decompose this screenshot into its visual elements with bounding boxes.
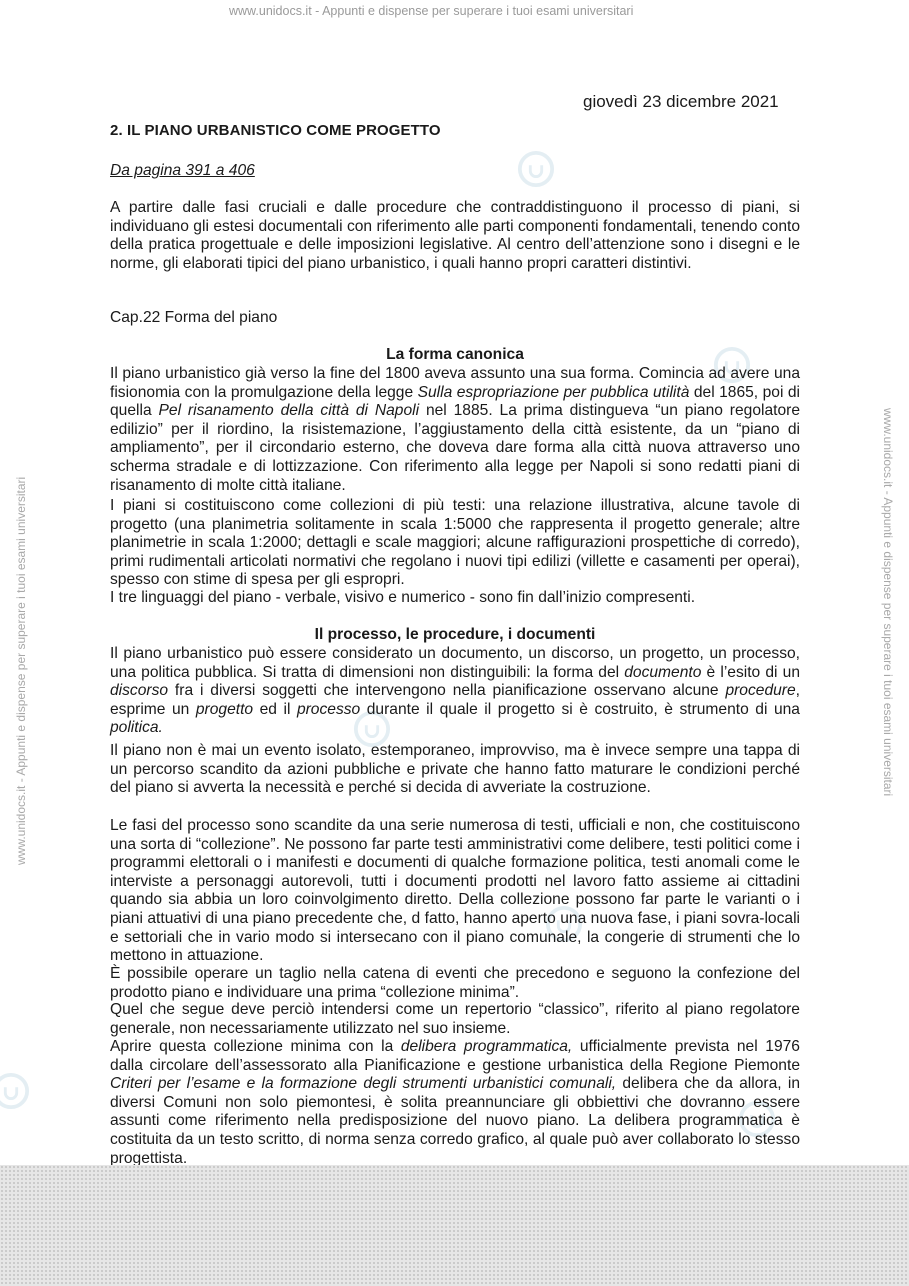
watermark-logo-icon (517, 150, 555, 188)
emphasis: progetto (195, 700, 254, 718)
paragraph: Le fasi del processo sono scandite da una serie numerosa di testi, ufficiali e non, che costituiscono una sorta di “collezione”. Ne possono far parte testi amministrativi come delibere, testi politici come i programmi elettorali o i manifesti e documenti di qualche formazione politica, testi anomali come le interviste a personaggi autorevoli, tutti i documenti prodotti nel lavoro fatto assieme ai cittadini quando sia abbia un loro coinvolgimento diretto. Della collezione possono far parte le varianti o i piani attuativi di una piano precedente che, d fatto, hanno aperto una nuova fase, i piani sovra-locali e settoriali che in vario modo si intersecano con il piano comunale, la congerie di strumenti che lo mettono in attuazione. (110, 817, 800, 965)
law-title: Sulla espropriazione per pubblica utilità (417, 383, 690, 401)
document-title: 2. IL PIANO URBANISTICO COME PROGETTO (110, 122, 441, 139)
watermark-logo-icon (0, 1072, 30, 1110)
section-heading: La forma canonica (386, 346, 524, 363)
emphasis: politica. (110, 719, 163, 737)
emphasis: discorso (110, 682, 169, 700)
text-run: durante il quale il progetto si è costruito, è strumento di una (360, 700, 800, 718)
law-title: Pel risanamento della città di Napoli (158, 402, 420, 420)
paragraph: È possibile operare un taglio nella catena di eventi che precedono e seguono la confezione del prodotto piano e individuare una prima “collezione minima”. (110, 965, 800, 1001)
section-heading: Il processo, le procedure, i documenti (314, 626, 596, 643)
text-run: nel 1885. La prima distingueva “un piano regolatore edilizio” per il riordino, la risistemazione, l’aggiustamento della città esistente, da un “piano di ampliamento”, per il circondario esterno, che doveva dare forma alla città nuova attraverso uno scherma stradale e di lottizzazione. Con riferimento alla legge per Napoli si sono redatti piani di risanamento di molte città italiane. (110, 402, 801, 494)
text-run: del 1865, poi di quella (110, 383, 800, 420)
watermark-top (0, 3, 909, 23)
paragraph: I tre linguaggi del piano - verbale, visivo e numerico - sono fin dall’inizio compresenti. (110, 589, 696, 606)
watermark-top-text: www.unidocs.it - Appunti e dispense per superare i tuoi esami universitari (229, 4, 634, 18)
paragraph (110, 365, 800, 495)
emphasis: procedure (725, 682, 796, 700)
intro-paragraph: A partire dalle fasi cruciali e dalle procedure che contraddistinguono il processo di piani, si individuano gli estesi documentali con riferimento alle parti componenti fondamentali, tenendo conto della pratica progettuale e delle imposizioni legislative. Al centro dell’attenzione sono i disegni e le norme, gli elaborati tipici del piano urbanistico, i quali hanno propri caratteri distintivi. (110, 199, 800, 272)
paragraph (110, 1038, 800, 1165)
watermark-right: www.unidocs.it - Appunti e dispense per superare i tuoi esami universitari (881, 408, 895, 797)
text-run: Il piano urbanistico può essere considerato un documento, un discorso, un progetto, un processo, una politica pubblica. Si tratta di dimensioni non distinguibili: la forma del (110, 645, 800, 681)
text-run: Aprire questa collezione minima con la (110, 1038, 401, 1055)
chapter-title: Cap.22 Forma del piano (110, 309, 278, 326)
document-date: giovedì 23 dicembre 2021 (583, 92, 779, 111)
text-run: fra i diversi soggetti che intervengono nella pianificazione osservano alcune (168, 682, 726, 700)
paragraph (110, 645, 800, 738)
text-run: ufficialmente prevista nel 1976 dalla circolare dell’assessorato alla Pianificazione e gestione urbanistica della Regione Piemonte (110, 1038, 800, 1074)
emphasis: documento (624, 663, 702, 681)
paragraph: Quel che segue deve perciò intendersi come un repertorio “classico”, riferito al piano regolatore generale, non necessariamente utilizzato nel suo insieme. (110, 1001, 800, 1037)
page-range: Da pagina 391 a 406 (110, 162, 255, 179)
emphasis: delibera programmatica, (400, 1038, 573, 1055)
text-run: è l’esito di un (701, 663, 800, 681)
paragraph: Il piano non è mai un evento isolato, estemporaneo, improvviso, ma è invece sempre una tappa di un percorso scandito da azioni pubbliche e private che hanno fatto maturare le condizioni perché del piano si avverta la necessità e perché si decida di avveriate la costruzione. (110, 742, 800, 797)
watermark-left: www.unidocs.it - Appunti e dispense per superare i tuoi esami universitari (14, 476, 28, 865)
emphasis: Criteri per l’esame e la formazione degli strumenti urbanistici comunali, (110, 1075, 617, 1093)
text-run: delibera che da allora, in diversi Comuni non solo piemontesi, è solita preannunciare gli obbiettivi che dovranno essere assunti come riferimento nella predisposizione del nuovo piano. La delibera programmatica è costituita da un testo scritto, di norma senza corredo grafico, al quale può aver collaborato lo stesso progettista. (110, 1075, 800, 1165)
page-bottom-pattern (0, 1165, 909, 1286)
text-run: , esprime un (110, 682, 800, 718)
emphasis: processo (296, 700, 361, 718)
text-run: ed il (253, 700, 297, 718)
text-run: Il piano urbanistico già verso la fine del 1800 aveva assunto una sua forma. Comincia ad avere una fisionomia con la promulgazione della legge (110, 365, 800, 401)
paragraph: I piani si costituiscono come collezioni di più testi: una relazione illustrativa, alcune tavole di progetto (una planimetria solitamente in scala 1:5000 che rappresenta il progetto generale; altre planimetrie in scala 1:2000; dettagli e scale maggiori; alcune raffigurazioni prospettiche di corredo), primi rudimentali articolati normativi che regolano i nuovi tipi edilizi (villette e casamenti per operai), spesso con stime di spesa per gli espropri. (110, 497, 800, 589)
